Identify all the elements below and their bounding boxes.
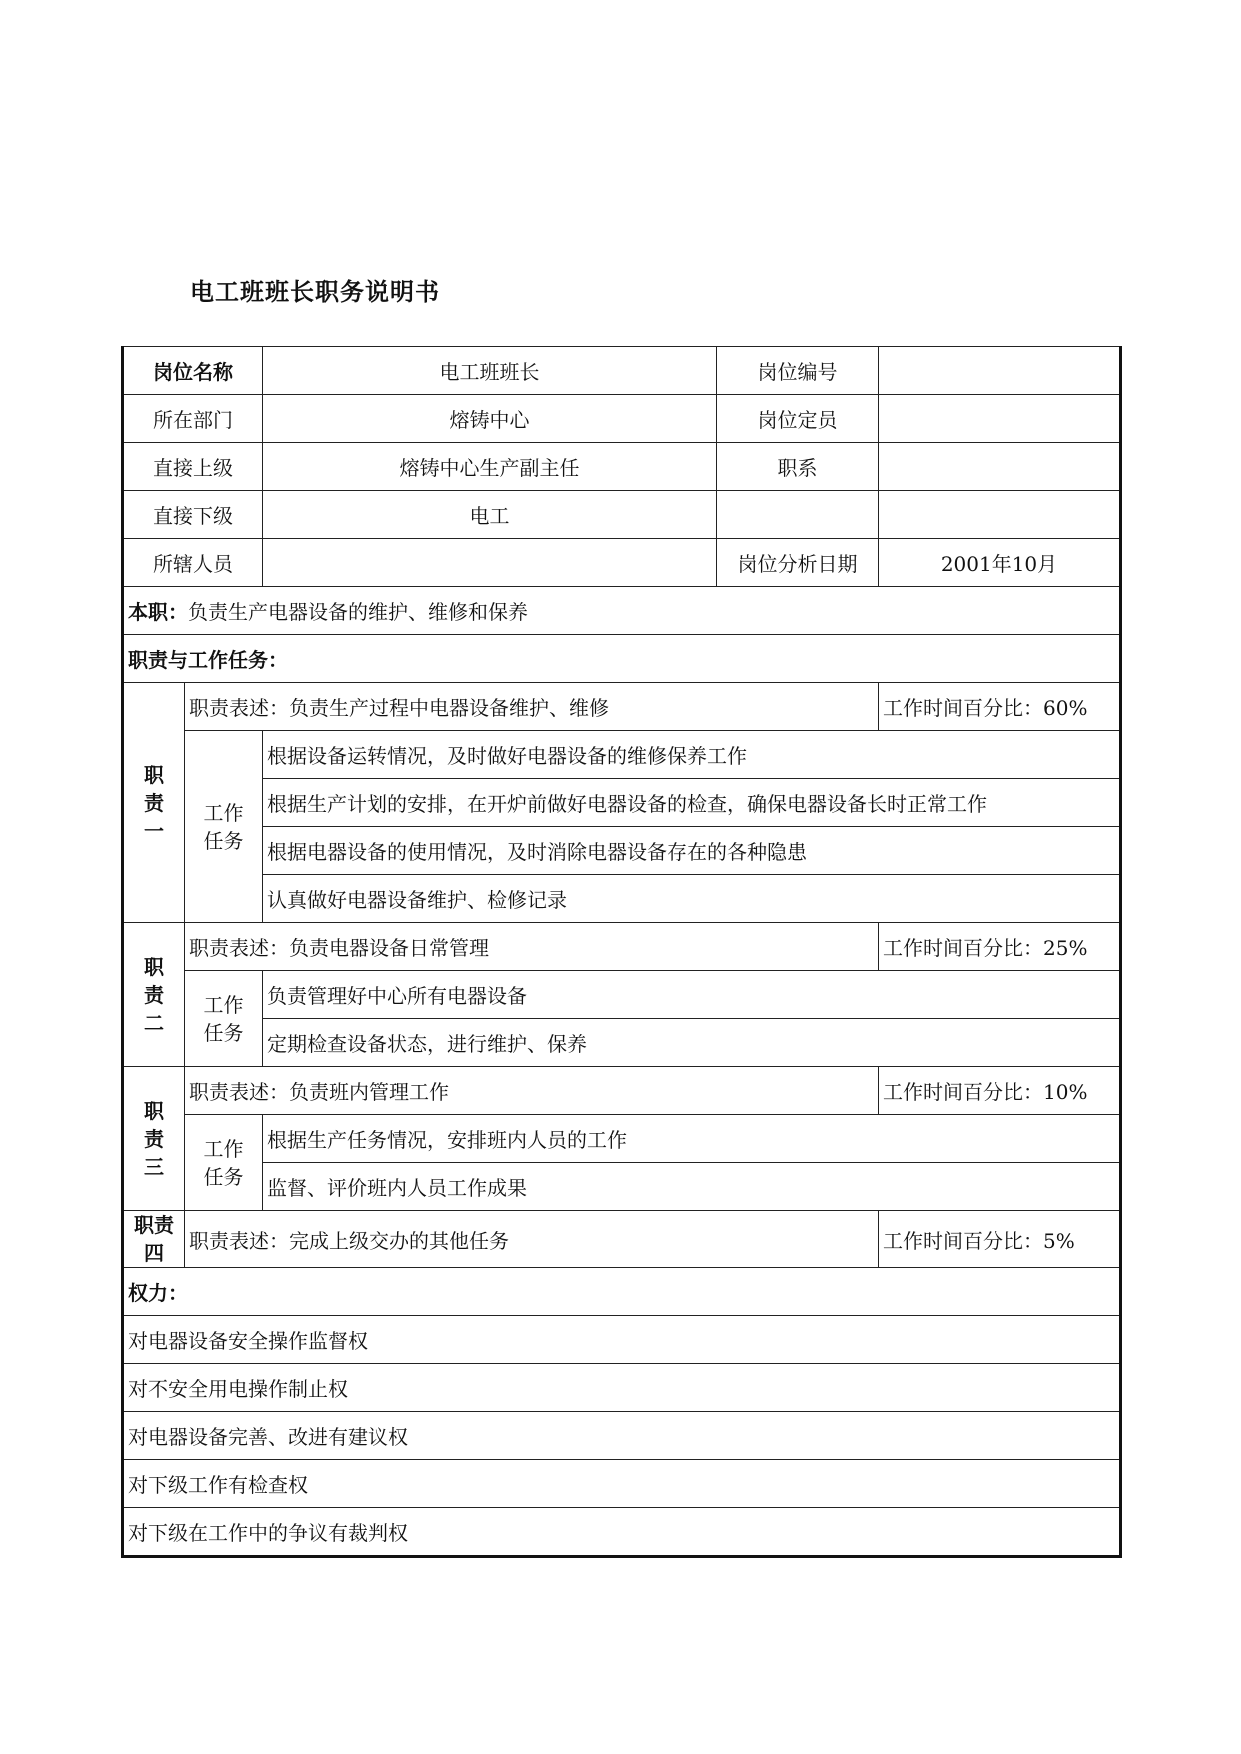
task-label: 工作 任务 <box>185 1115 263 1211</box>
power-row <box>123 1364 1121 1412</box>
field-value <box>879 395 1121 443</box>
info-row <box>123 443 1121 491</box>
powers-header: 权力： <box>123 1268 1121 1316</box>
field-label: 直接上级 <box>123 443 263 491</box>
task-item: 监督、评价班内人员工作成果 <box>263 1163 1121 1211</box>
task-item: 根据电器设备的使用情况，及时消除电器设备存在的各种隐患 <box>263 827 1121 875</box>
task-item: 根据生产任务情况，安排班内人员的工作 <box>263 1115 1121 1163</box>
task-row <box>123 1019 1121 1067</box>
duty-desc-row <box>123 683 1121 731</box>
task-label: 工作 任务 <box>185 731 263 923</box>
field-label: 所在部门 <box>123 395 263 443</box>
field-label: 岗位编号 <box>717 347 879 395</box>
field-label: 所辖人员 <box>123 539 263 587</box>
duty-name: 职责 四 <box>123 1211 185 1268</box>
page-title: 电工班班长职务说明书 <box>190 278 440 306</box>
power-item: 对下级在工作中的争议有裁判权 <box>123 1508 1121 1557</box>
field-value: 熔铸中心 <box>263 395 717 443</box>
field-value: 熔铸中心生产副主任 <box>263 443 717 491</box>
power-item: 对电器设备安全操作监督权 <box>123 1316 1121 1364</box>
field-value: 电工 <box>263 491 717 539</box>
task-label: 工作 任务 <box>185 971 263 1067</box>
power-row <box>123 1412 1121 1460</box>
task-row <box>123 779 1121 827</box>
duty-desc: 职责表述：完成上级交办的其他任务 <box>185 1211 879 1268</box>
task-row <box>123 971 1121 1019</box>
duty-desc: 职责表述：负责生产过程中电器设备维护、维修 <box>185 683 879 731</box>
task-row <box>123 827 1121 875</box>
power-item: 对下级工作有检查权 <box>123 1460 1121 1508</box>
field-value <box>263 539 717 587</box>
field-label: 岗位名称 <box>123 347 263 395</box>
section-header-row <box>123 1268 1121 1316</box>
field-value <box>879 491 1121 539</box>
field-label: 直接下级 <box>123 491 263 539</box>
duties-header: 职责与工作任务： <box>123 635 1121 683</box>
duty-name: 职 责 二 <box>123 923 185 1067</box>
field-value: 电工班班长 <box>263 347 717 395</box>
duty-percent: 工作时间百分比：5% <box>879 1211 1121 1268</box>
task-item: 负责管理好中心所有电器设备 <box>263 971 1121 1019</box>
field-label <box>717 491 879 539</box>
task-row <box>123 731 1121 779</box>
power-row <box>123 1316 1121 1364</box>
task-item: 根据设备运转情况，及时做好电器设备的维修保养工作 <box>263 731 1121 779</box>
field-label: 岗位分析日期 <box>717 539 879 587</box>
field-label: 岗位定员 <box>717 395 879 443</box>
duty-desc-row <box>123 923 1121 971</box>
field-value: 2001年10月 <box>879 539 1121 587</box>
duty-percent: 工作时间百分比：25% <box>879 923 1121 971</box>
duty-desc: 职责表述：负责电器设备日常管理 <box>185 923 879 971</box>
field-value <box>879 347 1121 395</box>
duty-percent: 工作时间百分比：60% <box>879 683 1121 731</box>
task-item: 根据生产计划的安排，在开炉前做好电器设备的检查，确保电器设备长时正常工作 <box>263 779 1121 827</box>
info-row <box>123 539 1121 587</box>
duty-desc: 职责表述：负责班内管理工作 <box>185 1067 879 1115</box>
field-label: 职系 <box>717 443 879 491</box>
info-row <box>123 347 1121 395</box>
info-row <box>123 491 1121 539</box>
duty-desc-row <box>123 1067 1121 1115</box>
duty-text: 负责生产电器设备的维护、维修和保养 <box>188 600 528 624</box>
duty-name: 职 责 三 <box>123 1067 185 1211</box>
duty-desc-row <box>123 1211 1121 1268</box>
power-row <box>123 1508 1121 1557</box>
power-row <box>123 1460 1121 1508</box>
power-item: 对电器设备完善、改进有建议权 <box>123 1412 1121 1460</box>
task-row <box>123 875 1121 923</box>
duty-row <box>123 587 1121 635</box>
duty-label: 本职： <box>128 600 188 624</box>
power-item: 对不安全用电操作制止权 <box>123 1364 1121 1412</box>
section-header-row <box>123 635 1121 683</box>
task-row <box>123 1115 1121 1163</box>
field-value <box>879 443 1121 491</box>
job-description-table <box>121 346 1122 1558</box>
task-item: 定期检查设备状态，进行维护、保养 <box>263 1019 1121 1067</box>
task-row <box>123 1163 1121 1211</box>
task-item: 认真做好电器设备维护、检修记录 <box>263 875 1121 923</box>
duty-cell <box>123 587 1121 635</box>
info-row <box>123 395 1121 443</box>
duty-name: 职 责 一 <box>123 683 185 923</box>
duty-percent: 工作时间百分比：10% <box>879 1067 1121 1115</box>
